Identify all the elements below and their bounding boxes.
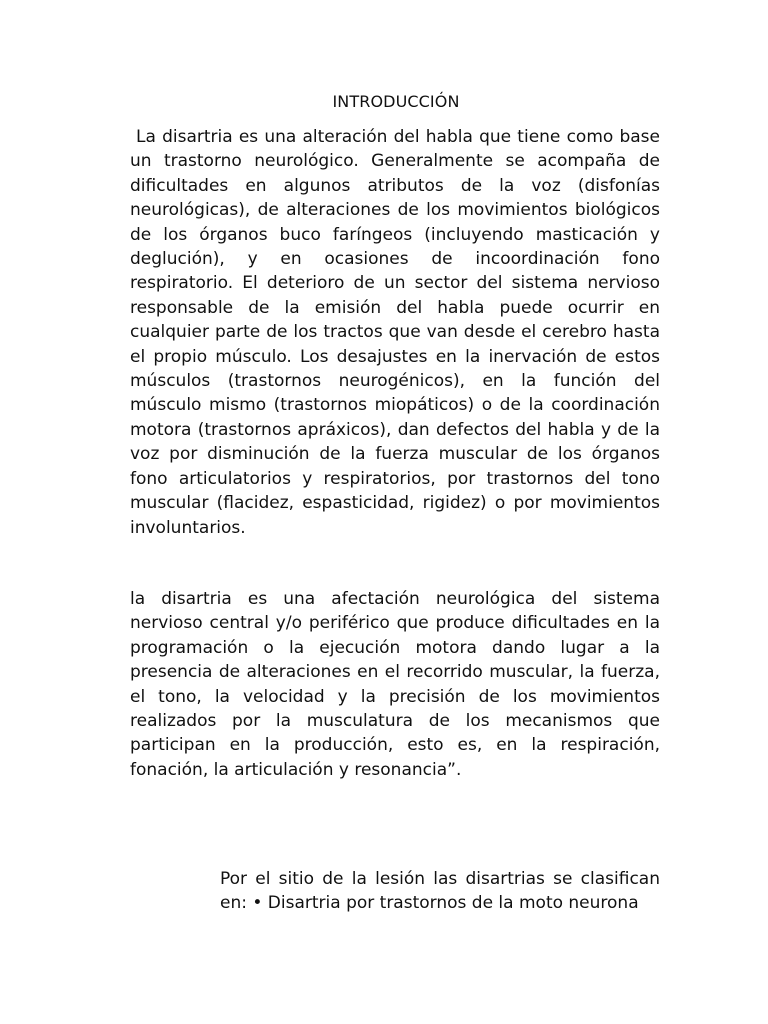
paragraph-definition: la disartria es una afectación neurológica del sistema nervioso central y/o periférico que produce dificultades en la programación o la ejecución motora dando lugar a la presencia de alteraciones en el recorrido muscular, la fuerza, el tono, la velocidad y la precisión de los movimientos realizados por la musculatura de los mecanismos que participan en la producción, esto es, en la respiración, fonación, la articulación y resonancia”. — [130, 589, 660, 780]
paragraph-classification: Por el sitio de la lesión las disartrias se clasifican en: • Disartria por trastornos de la moto neurona — [220, 869, 660, 914]
paragraph-intro: La disartria es una alteración del habla que tiene como base un trastorno neurológico. Generalmente se acompaña de dificultades en algunos atributos de la voz (disfonías neurológicas), de alteraciones de los movimientos biológicos de los órganos buco faríngeos (incluyendo masticación y deglución), y en ocasiones de incoordinación fono respiratorio. El deterioro de un sector del sistema nervioso responsable de la emisión del habla puede ocurrir en cualquier parte de los tractos que van desde el cerebro hasta el propio músculo. Los desajustes en la inervación de estos músculos (trastornos neurogénicos), en la función del músculo mismo (trastornos miopáticos) o de la coordinación motora (trastornos apráxicos), dan defectos del habla y de la voz por disminución de la fuerza muscular de los órganos fono articulatorios y respiratorios, por trastornos del tono muscular (flacidez, espasticidad, rigidez) o por movimientos involuntarios. — [130, 127, 660, 538]
page-title: INTRODUCCIÓN — [332, 92, 460, 111]
